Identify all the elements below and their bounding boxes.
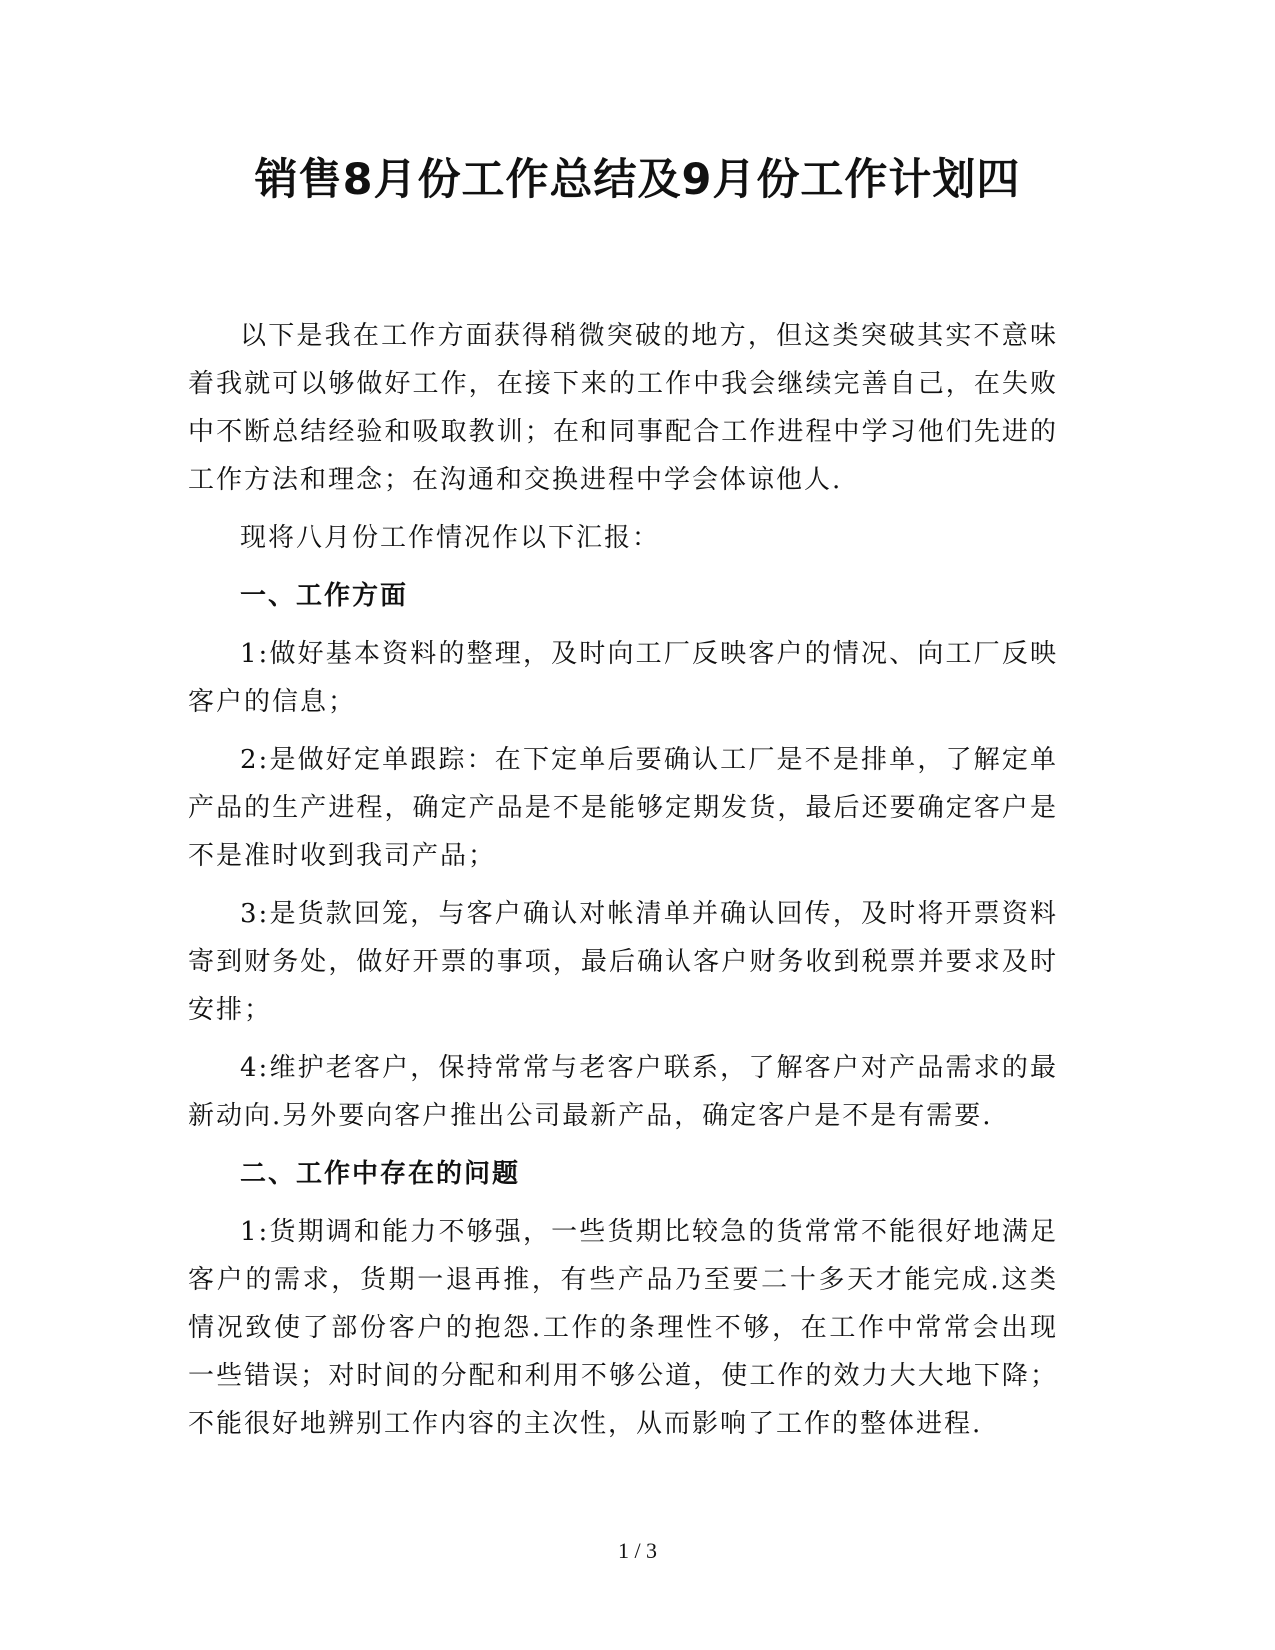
list-item-3: 3:是货款回笼，与客户确认对帐清单并确认回传，及时将开票资料寄到财务处，做好开票的事项，最后确认客户财务收到税票并要求及时安排； [188, 899, 1058, 1025]
paragraph-intro: 以下是我在工作方面获得稍微突破的地方，但这类突破其实不意味着我就可以够做好工作，在接下来的工作中我会继续完善自己，在失败中不断总结经验和吸取教训；在和同事配合工作进程中学习他们先进的工作方法和理念；在沟通和交换进程中学会体谅他人. [188, 321, 1058, 495]
problem-item-1: 1:货期调和能力不够强，一些货期比较急的货常常不能很好地满足客户的需求，货期一退再推，有些产品乃至要二十多天才能完成.这类情况致使了部份客户的抱怨.工作的条理性不够，在工作中常常会出现一些错误；对时间的分配和利用不够公道，使工作的效力大大地下降；不能很好地辨别工作内容的主次性，从而影响了工作的整体进程. [188, 1217, 1058, 1439]
section-heading-problems: 二、工作中存在的问题 [240, 1159, 521, 1189]
list-item-2: 2:是做好定单跟踪：在下定单后要确认工厂是不是排单，了解定单产品的生产进程，确定产品是不是能够定期发货，最后还要确定客户是不是准时收到我司产品； [188, 745, 1058, 871]
section-heading-work: 一、工作方面 [240, 581, 409, 611]
document-body [188, 312, 1058, 1458]
paragraph-report-intro: 现将八月份工作情况作以下汇报： [240, 523, 661, 553]
page-number: 1 / 3 [617, 1538, 658, 1563]
list-item-1: 1:做好基本资料的整理，及时向工厂反映客户的情况、向工厂反映客户的信息； [188, 639, 1058, 717]
document-title: 销售8月份工作总结及9月份工作计划四 [254, 155, 1021, 205]
list-item-4: 4:维护老客户，保持常常与老客户联系，了解客户对产品需求的最新动向.另外要向客户推出公司最新产品，确定客户是不是有需要. [188, 1053, 1058, 1131]
